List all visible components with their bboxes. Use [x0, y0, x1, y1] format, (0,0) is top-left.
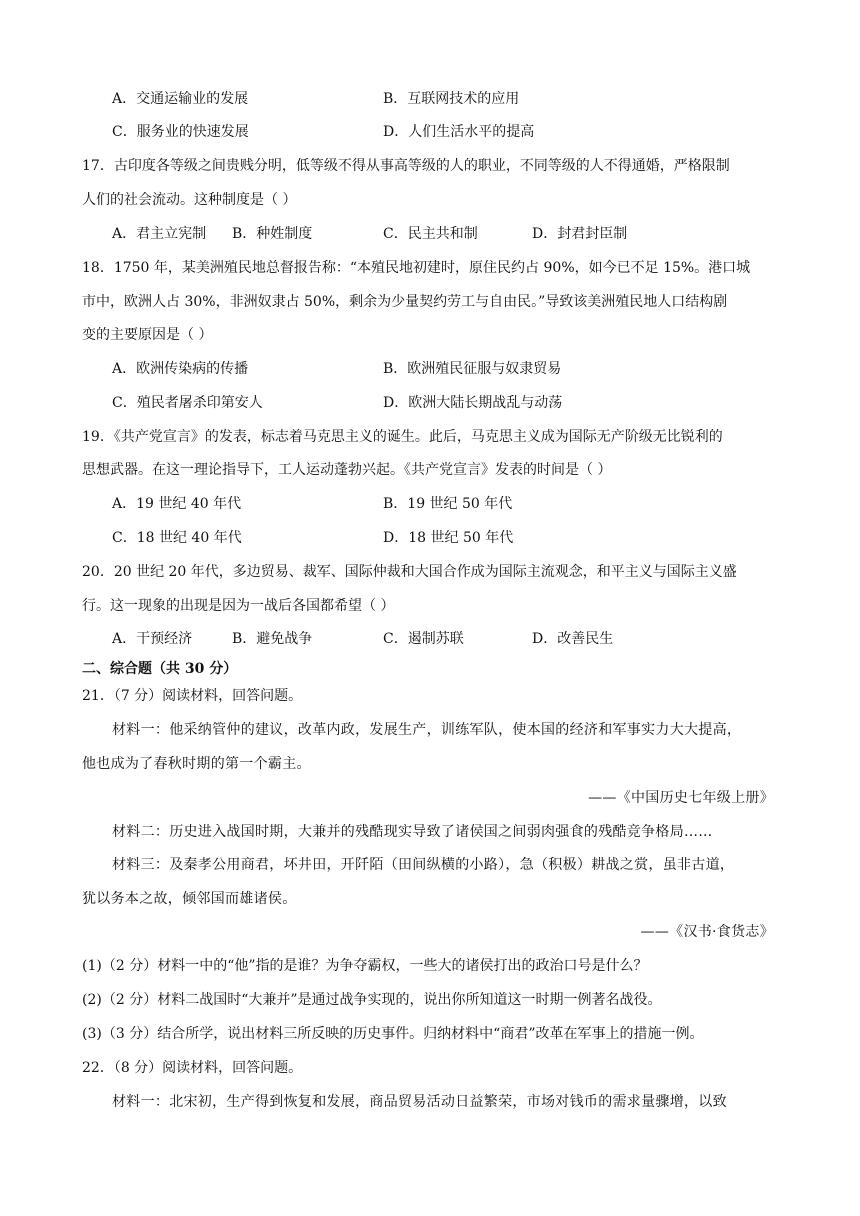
q21-material1-line1: 材料一：他采纳管仲的建议，改革内政，发展生产，训练军队，使本国的经济和军事实力大大提高，	[112, 722, 742, 738]
q21-subquestion-3: (3)（3 分）结合所学，说出材料三所反映的历史事件。归纳材料中“商君”改革在军事上的措施一例。	[82, 1026, 704, 1042]
q16-option-c: C．服务业的快速发展	[112, 124, 249, 140]
q17-stem-line1: 17．古印度各等级之间贵贱分明，低等级不得从事高等级的人的职业，不同等级的人不得通婚，严格限制	[82, 158, 730, 174]
q18-stem-line3: 变的主要原因是（ ）	[82, 327, 213, 343]
q20-option-a: A．干预经济	[112, 631, 193, 647]
q18-option-d: D．欧洲大陆长期战乱与动荡	[383, 395, 563, 411]
q21-material1-line2: 他也成为了春秋时期的第一个霸主。	[82, 756, 311, 772]
q21-material3-line2: 犹以务本之故，倾邻国而雄诸侯。	[82, 891, 297, 907]
q16-option-b: B．互联网技术的应用	[383, 91, 520, 107]
q20-option-c: C．遏制苏联	[383, 631, 464, 647]
q20-stem-line2: 行。这一现象的出现是因为一战后各国都希望（ ）	[82, 598, 395, 614]
q17-option-a: A．君主立宪制	[112, 226, 207, 242]
q21-subquestion-2: (2)（2 分）材料二战国时“大兼并”是通过战争实现的，说出你所知道这一时期一例著名战役。	[82, 992, 662, 1008]
q21-material1-source: ——《中国历史七年级上册》	[588, 790, 774, 806]
q17-option-d: D．封君封臣制	[532, 226, 628, 242]
q21-material3-line1: 材料三：及秦孝公用商君，坏井田，开阡陌（田间纵横的小路），急（积极）耕战之赏，虽非古道，	[112, 857, 735, 873]
q22-material1-line1: 材料一：北宋初，生产得到恢复和发展，商品贸易活动日益繁荣，市场对钱币的需求量骤增，以致	[112, 1094, 727, 1110]
q20-option-d: D．改善民生	[532, 631, 614, 647]
q18-option-c: C．殖民者屠杀印第安人	[112, 395, 263, 411]
q21-subquestion-1: (1)（2 分）材料一中的“他”指的是谁？为争夺霸权，一些大的诸侯打出的政治口号是什么？	[82, 958, 648, 974]
q19-option-b: B．19 世纪 50 年代	[383, 496, 513, 512]
q21-material3-source: ——《汉书·食货志》	[640, 924, 774, 940]
q17-stem-line2: 人们的社会流动。这种制度是（ ）	[82, 192, 297, 208]
q18-option-b: B．欧洲殖民征服与奴隶贸易	[383, 361, 562, 377]
q17-option-c: C．民主共和制	[383, 226, 478, 242]
q20-option-b: B．避免战争	[232, 631, 313, 647]
q22-intro: 22．（8 分）阅读材料，回答问题。	[82, 1060, 303, 1076]
section-heading: 二、综合题（共 30 分）	[82, 661, 238, 677]
q16-option-d: D．人们生活水平的提高	[383, 124, 535, 140]
q16-option-a: A．交通运输业的发展	[112, 91, 249, 107]
q19-stem-line2: 思想武器。在这一理论指导下，工人运动蓬勃兴起。《共产党宣言》发表的时间是（ ）	[82, 462, 612, 478]
q21-material2: 材料二：历史进入战国时期，大兼并的残酷现实导致了诸侯国之间弱肉强食的残酷竞争格局……	[112, 824, 713, 840]
q19-stem-line1: 19．《共产党宣言》的发表，标志着马克思主义的诞生。此后，马克思主义成为国际无产阶级无比锐利的	[82, 429, 723, 445]
q19-option-d: D．18 世纪 50 年代	[383, 530, 514, 546]
q21-intro: 21．（7 分）阅读材料，回答问题。	[82, 688, 303, 704]
q19-option-a: A．19 世纪 40 年代	[112, 496, 242, 512]
q20-stem-line1: 20．20 世纪 20 年代，多边贸易、裁军、国际仲裁和大国合作成为国际主流观念，和平主义与国际主义盛	[82, 564, 737, 580]
q18-stem-line2: 市中，欧洲人占 30%，非洲奴隶占 50%，剩余为少量契约劳工与自由民。”导致该美洲殖民地人口结构剧	[82, 294, 728, 310]
q18-stem-line1: 18．1750 年，某美洲殖民地总督报告称：“本殖民地初建时，原住民约占 90%，如今已不足 15%。港口城	[82, 260, 751, 276]
q17-option-b: B．种姓制度	[232, 226, 313, 242]
q18-option-a: A．欧洲传染病的传播	[112, 361, 249, 377]
q19-option-c: C．18 世纪 40 年代	[112, 530, 242, 546]
